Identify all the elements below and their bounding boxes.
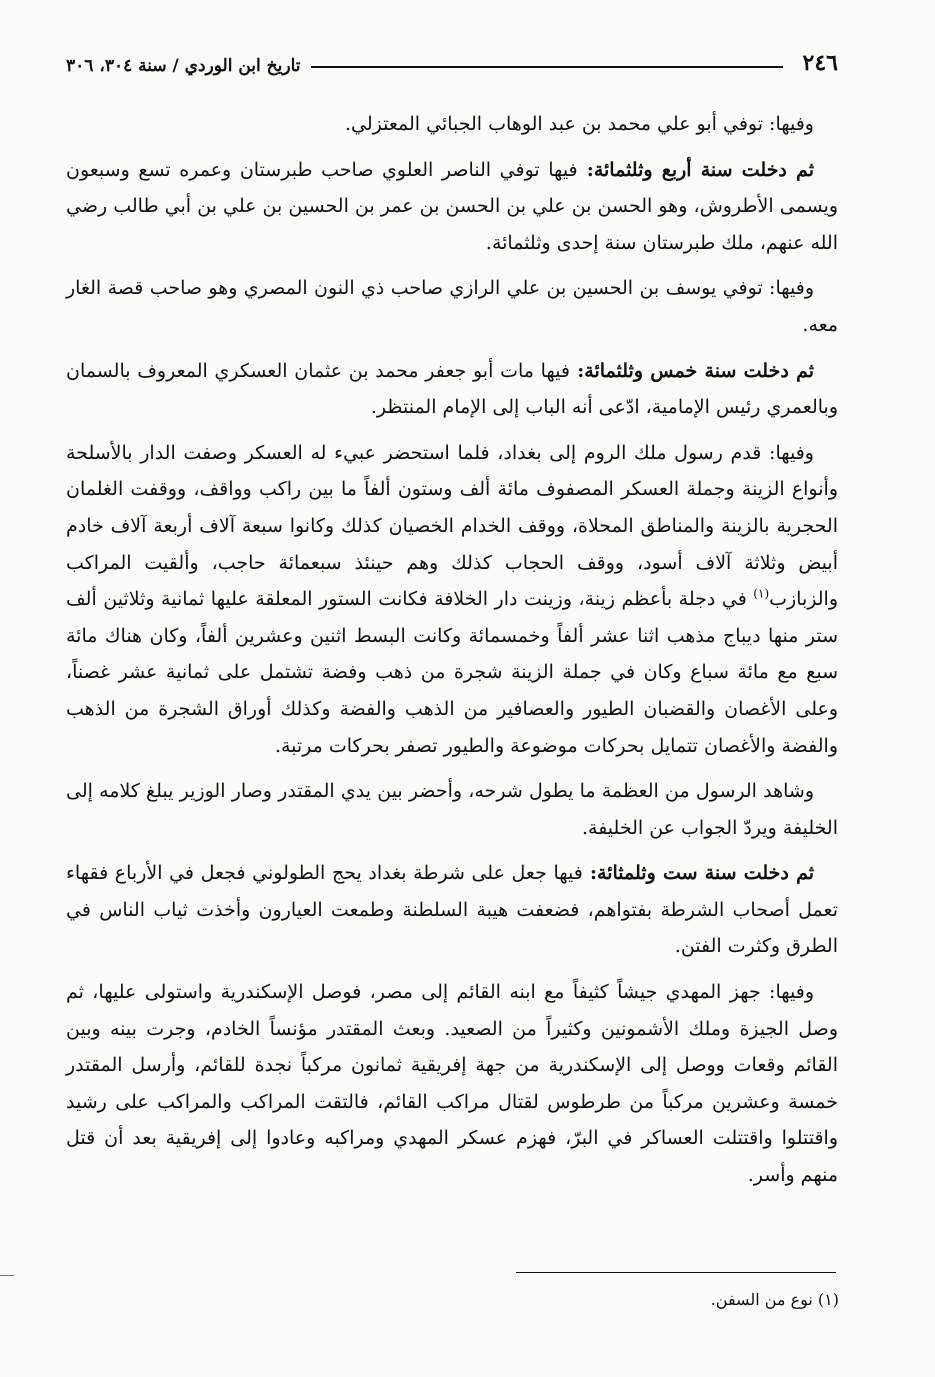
paragraph-text: وفيها: قدم رسول ملك الروم إلى بغداد، فلما استحضر عبيء له العسكر وصفت الدار بالأسلحة وأنواع الزينة وجملة العسكر المصفوف مائة ألف وستون ألفاً ما بين راكب وواقف، ووقفت الغلمان الحجرية بالزينة والمناطق المحلاة، ووقف الخدام الخصيان كذلك وكانوا سبعة آلاف أربعة آلاف خادم أبيض وثلاثة آلاف أسود، ووقف الحجاب كذلك وهم حينئذ سبعمائة حاجب، وألقيت المراكب والزبازب [66, 441, 838, 611]
footnote-rule [516, 1272, 836, 1273]
paragraph-text: فيها توفي الناصر العلوي صاحب طبرستان وعمره تسع وسبعون ويسمى الأطروش، وهو الحسن بن علي بن الحسن بن عمر بن الحسين بن علي بن أبي طالب رضي الله عنهم، ملك طبرستان سنة إحدى وثلثمائة. [66, 158, 838, 254]
page-body [66, 106, 838, 1194]
paragraph-text: فيها مات أبو جعفر محمد بن عثمان العسكري المعروف بالسمان وبالعمري رئيس الإمامية، ادّعى أنه الباب إلى الإمام المنتظر. [66, 359, 838, 419]
paragraph [66, 435, 838, 764]
paragraph-text: فيها جعل على شرطة بغداد يحج الطولوني فجعل في الأرباع فقهاء تعمل أصحاب الشرطة بفتواهم، فضعفت هيبة السلطنة وطمعت العيارون وأخذت ثياب الناس في الطرق وكثرت الفتن. [66, 862, 838, 958]
page [66, 40, 838, 1203]
page-number: ٢٤٦ [802, 50, 838, 76]
paragraph [66, 353, 838, 426]
paragraph-text: وفيها: جهز المهدي جيشاً كثيفاً مع ابنه القائم إلى مصر، فوصل الإسكندرية واستولى عليها، ثم وصل الجيزة وملك الأشمونين وكثيراً من الصعيد. وبعث المقتدر مؤنساً الخادم، وجرت بينه وبين القائم وقعات ووصل إلى الإسكندرية من جهة إفريقية ثمانون مركباً نجدة للقائم، وأرسل المقتدر خمسة وعشرين مركباً من طرطوس لقتال مراكب القائم، فالتقت المراكب والمراكب على رشيد واقتتلوا واقتتلت العساكر في البرّ، فهزم عسكر المهدي ومراكبه وعادوا إلى إفريقية بعد أن قتل منهم وأسر. [66, 981, 838, 1187]
paragraph-text: وفيها: توفي يوسف بن الحسين بن علي الرازي صاحب ذي النون المصري وهو صاحب قصة الغار معه. [66, 277, 838, 336]
page-header [66, 40, 838, 76]
year-heading: ثم دخلت سنة ست وثلمثائة: [582, 862, 815, 885]
paragraph [66, 855, 838, 965]
paragraph [66, 106, 838, 143]
year-heading: ثم دخلت سنة أربع وثلثمائة: [577, 158, 814, 181]
paragraph-text: وشاهد الرسول من العظمة ما يطول شرحه، وأحضر بين يدي المقتدر وصار الوزير يبلغ كلامه إلى الخليفة ويردّ الجواب عن الخليفة. [66, 780, 838, 839]
paragraph [66, 270, 838, 343]
paragraph-text: في دجلة بأعظم زينة، وزينت دار الخلافة فكانت الستور المعلقة عليها ثمانية وثلاثين ألف ستر منها ديباج مذهب اثنا عشر ألفاً وخمسمائة وكانت البسط اثنين وعشرين ألفاً، وكان هناك مائة سبع مع مائة سباع وكان في جملة الزينة شجرة من ذهب وفضة تشتمل على ثمانية عشر غصناً، وعلى الأغصان والقضبان الطيور والعصافير من الذهب والفضة وكذلك أوراق الشجرة من الذهب والفضة والأغصان تتمايل بحركات موضوعة والطيور تصفر بحركات مرتبة. [66, 588, 838, 757]
running-title: تاريخ ابن الوردي / سنة ٣٠٤، ٣٠٦ [66, 56, 301, 76]
paragraph [66, 773, 838, 846]
year-heading: ثم دخلت سنة خمس وثلثمائة: [570, 359, 814, 382]
paragraph [66, 974, 838, 1194]
paragraph-text: وفيها: توفي أبو علي محمد بن عبد الوهاب الجبائي المعتزلي. [344, 113, 814, 135]
scan-margin-mark [0, 1275, 14, 1276]
footnote: (١) نوع من السفن. [710, 1290, 839, 1309]
header-rule [311, 66, 783, 68]
footnote-ref: (١) [753, 586, 770, 601]
paragraph [66, 152, 838, 262]
